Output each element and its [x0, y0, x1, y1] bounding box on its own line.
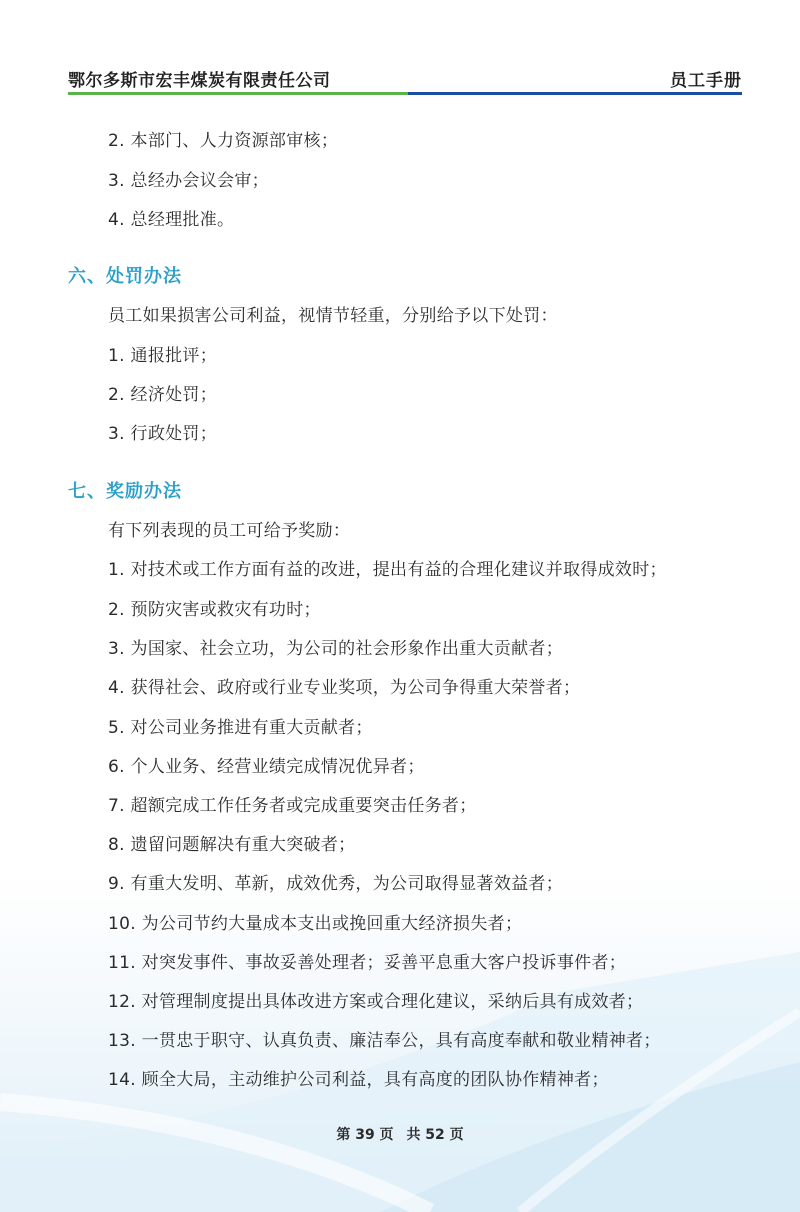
company-name: 鄂尔多斯市宏丰煤炭有限责任公司: [68, 71, 331, 91]
section-heading-reward: 七、奖励办法: [68, 481, 182, 502]
approval-step: 3. 总经办会议会审；: [108, 171, 269, 191]
page-number: 第 39 页: [336, 1127, 394, 1143]
list-item: 4. 获得社会、政府或行业专业奖项，为公司争得重大荣誉者；: [108, 678, 581, 698]
list-item: 1. 通报批评；: [108, 346, 218, 366]
list-item: 11. 对突发事件、事故妥善处理者；妥善平息重大客户投诉事件者；: [108, 953, 627, 973]
list-item: 2. 预防灾害或救灾有功时；: [108, 600, 321, 620]
approval-step: 4. 总经理批准。: [108, 210, 235, 230]
header-rule-blue: [408, 92, 742, 95]
list-item: 2. 经济处罚；: [108, 385, 218, 405]
header-rule-green: [68, 92, 408, 95]
list-item: 3. 为国家、社会立功，为公司的社会形象作出重大贡献者；: [108, 639, 564, 659]
list-item: 9. 有重大发明、革新，成效优秀，为公司取得显著效益者；: [108, 874, 564, 894]
list-item: 7. 超额完成工作任务者或完成重要突击任务者；: [108, 796, 477, 816]
list-item: 6. 个人业务、经营业绩完成情况优异者；: [108, 757, 425, 777]
list-item: 13. 一贯忠于职守、认真负责、廉洁奉公，具有高度奉献和敬业精神者；: [108, 1031, 661, 1051]
section-heading-penalty: 六、处罚办法: [68, 266, 182, 287]
list-item: 5. 对公司业务推进有重大贡献者；: [108, 718, 373, 738]
page-footer: [0, 1124, 800, 1144]
list-item: 3. 行政处罚；: [108, 424, 218, 444]
list-item: 10. 为公司节约大量成本支出或挽回重大经济损失者；: [108, 914, 523, 934]
section-intro: 有下列表现的员工可给予奖励：: [108, 521, 351, 541]
approval-step: 2. 本部门、人力资源部审核；: [108, 131, 339, 151]
page-total: 共 52 页: [406, 1127, 464, 1143]
section-intro: 员工如果损害公司利益，视情节轻重，分别给予以下处罚：: [108, 306, 558, 326]
list-item: 1. 对技术或工作方面有益的改进，提出有益的合理化建议并取得成效时；: [108, 560, 667, 580]
manual-title: 员工手册: [670, 71, 742, 91]
list-item: 14. 顾全大局，主动维护公司利益，具有高度的团队协作精神者；: [108, 1070, 609, 1090]
page-header: [68, 60, 742, 94]
list-item: 8. 遗留问题解决有重大突破者；: [108, 835, 356, 855]
list-item: 12. 对管理制度提出具体改进方案或合理化建议，采纳后具有成效者；: [108, 992, 644, 1012]
